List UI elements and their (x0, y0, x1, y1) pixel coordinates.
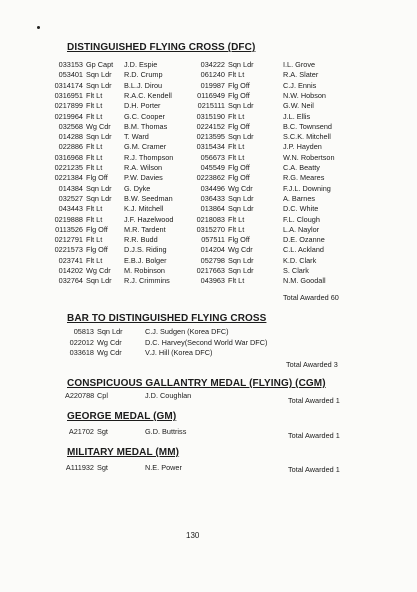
rank: Flt Lt (86, 101, 103, 111)
service-number: A111932 (65, 463, 94, 472)
dfc-entry (52, 102, 122, 109)
dfc-name: N.M. Goodall (283, 276, 326, 286)
rank: Sqn Ldr (228, 193, 254, 203)
service-number: 0217663 (196, 266, 225, 275)
dfc-entry (52, 246, 122, 253)
rank: Flt Lt (228, 70, 245, 80)
service-number: 0213595 (196, 132, 225, 142)
dfc-entry (195, 195, 264, 202)
dfc-entry (52, 113, 122, 120)
service-number: 032568 (58, 121, 83, 131)
service-number: 053401 (58, 70, 83, 80)
bar-dfc-entry (65, 339, 133, 346)
rank: Flg Off (228, 121, 250, 131)
service-number: 0315434 (196, 142, 225, 152)
rank: Sqn Ldr (228, 132, 254, 142)
dfc-name: R.D. Crump (124, 70, 163, 80)
service-number: 034496 (200, 183, 225, 193)
dfc-entry (195, 216, 264, 223)
rank: Wg Cdr (228, 183, 253, 193)
service-number: 022886 (58, 142, 83, 152)
dfc-entry (52, 195, 122, 202)
dfc-heading: DISTINGUISHED FLYING CROSS (DFC) (67, 42, 256, 53)
dfc-entry (52, 174, 122, 181)
dfc-name: R.R. Budd (124, 235, 158, 245)
service-number: 034222 (200, 60, 225, 69)
rank: Sqn Ldr (228, 60, 254, 69)
dfc-entry (195, 71, 264, 78)
dfc-name: T. Ward (124, 132, 149, 142)
rank: Flt Lt (228, 214, 245, 224)
rank: Flt Lt (86, 214, 103, 224)
rank: Flt Lt (228, 152, 245, 162)
dfc-name: B.C. Townsend (283, 121, 332, 131)
dfc-entry (52, 205, 122, 212)
service-number: 0113526 (55, 224, 83, 234)
service-number: 0218083 (196, 214, 225, 224)
bar-dfc-heading: BAR TO DISTINGUISHED FLYING CROSS (67, 313, 267, 324)
service-number: 013864 (200, 204, 225, 214)
dfc-entry (195, 267, 264, 274)
dfc-entry (52, 123, 122, 130)
dfc-name: G.M. Cramer (124, 142, 167, 152)
bar-dfc-name: V.J. Hill (Korea DFC) (145, 348, 213, 357)
service-number: 0314174 (54, 80, 83, 90)
rank: Sqn Ldr (86, 80, 112, 90)
dfc-name: C.J. Ennis (283, 80, 317, 90)
rank: Flt Lt (86, 152, 103, 162)
mm-heading: MILITARY MEDAL (MM) (67, 447, 180, 458)
rank: Flt Lt (228, 224, 245, 234)
dfc-entry (195, 92, 264, 99)
dfc-entry (52, 164, 122, 171)
service-number: 0223862 (196, 173, 225, 183)
dfc-name: R.G. Meares (283, 173, 325, 183)
dfc-entry (52, 226, 122, 233)
dfc-entry (195, 102, 264, 109)
rank: Flg Off (228, 235, 250, 245)
dfc-name: R.A.C. Kendell (124, 90, 172, 100)
rank: Wg Cdr (97, 337, 122, 347)
service-number: 014204 (200, 245, 225, 255)
rank: Sqn Ldr (228, 204, 254, 214)
rank: Gp Capt (86, 60, 114, 69)
dfc-name: G.W. Neil (283, 101, 314, 111)
dfc-name: G. Dyke (124, 183, 151, 193)
dfc-name: L.A. Naylor (283, 224, 320, 234)
service-number: 052798 (200, 255, 225, 265)
dfc-entry (195, 174, 264, 181)
dfc-name: N.W. Hobson (283, 90, 326, 100)
rank: Flt Lt (86, 204, 103, 214)
service-number: A220788 (65, 391, 95, 400)
service-number: 0221573 (54, 245, 83, 255)
bar-dfc-name: D.C. Harvey(Second World War DFC) (145, 337, 268, 347)
rank: Flt Lt (86, 111, 103, 121)
dfc-name: R.A. Slater (283, 70, 319, 80)
service-number: 036433 (200, 193, 225, 203)
dfc-name: B.W. Seedman (124, 193, 173, 203)
rank: Flg Off (228, 80, 250, 90)
dfc-entry (195, 205, 264, 212)
rank: Flg Off (228, 90, 250, 100)
service-number: 033153 (58, 60, 83, 69)
dfc-name: K.D. Clark (283, 255, 317, 265)
dfc-name: P.W. Davies (124, 173, 163, 183)
rank: Sqn Ldr (228, 255, 254, 265)
mm-total: Total Awarded 1 (288, 465, 340, 474)
dfc-entry (52, 154, 122, 161)
dfc-name: I.L. Grove (283, 60, 316, 69)
service-number: 0315190 (196, 111, 225, 121)
rank: Flt Lt (86, 90, 103, 100)
rank: Wg Cdr (86, 121, 111, 131)
cgm-entry (65, 392, 133, 399)
dfc-name: W.N. Robertson (283, 152, 335, 162)
rank: Flg Off (86, 245, 108, 255)
service-number: 056673 (200, 152, 225, 162)
rank: Sqn Ldr (86, 70, 112, 80)
rank: Flt Lt (86, 163, 103, 172)
rank: Flt Lt (228, 276, 245, 286)
dfc-entry (195, 82, 264, 89)
dfc-entry (52, 143, 122, 150)
rank: Wg Cdr (228, 245, 253, 255)
rank: Cpl (97, 391, 108, 400)
dfc-name: M. Robinson (124, 266, 165, 275)
dfc-entry (195, 226, 264, 233)
dfc-name: R.A. Wilson (124, 163, 163, 172)
service-number: 045549 (200, 163, 225, 172)
service-number: 014288 (58, 132, 83, 142)
dfc-name: R.J. Thompson (124, 152, 174, 162)
rank: Flt Lt (86, 142, 103, 152)
dfc-entry (195, 164, 264, 171)
dfc-entry (52, 61, 122, 68)
rank: Sgt (97, 463, 108, 472)
dfc-name: G.C. Cooper (124, 111, 165, 121)
service-number: 0219888 (54, 214, 83, 224)
service-number: 0116949 (197, 90, 225, 100)
dfc-name: S. Clark (283, 266, 309, 275)
bar-dfc-entry (65, 349, 133, 356)
dfc-name: M.R. Tardent (124, 224, 166, 234)
rank: Sqn Ldr (228, 266, 254, 275)
service-number: 05813 (73, 327, 94, 336)
service-number: 0215111 (197, 101, 225, 111)
rank: Sgt (97, 427, 108, 436)
gm-heading: GEORGE MEDAL (GM) (67, 411, 177, 422)
dfc-entry (195, 133, 264, 140)
service-number: 057511 (201, 235, 225, 245)
gm-entry (65, 428, 133, 435)
dfc-entry (195, 154, 264, 161)
dfc-entry (195, 123, 264, 130)
dfc-entry (195, 277, 264, 284)
cgm-name: J.D. Coughlan (145, 391, 192, 400)
rank: Flg Off (86, 224, 108, 234)
cgm-total: Total Awarded 1 (288, 396, 340, 405)
bar-dfc-total: Total Awarded 3 (286, 360, 338, 369)
rank: Sqn Ldr (86, 193, 112, 203)
service-number: 0316968 (54, 152, 83, 162)
dfc-name: B.M. Thomas (124, 121, 168, 131)
page-number: 130 (186, 531, 200, 540)
dfc-entry (195, 257, 264, 264)
rank: Flg Off (228, 173, 250, 183)
service-number: 0316951 (54, 90, 83, 100)
dfc-entry (52, 92, 122, 99)
service-number: 0221384 (54, 173, 83, 183)
dfc-entry (52, 216, 122, 223)
bar-dfc-name: C.J. Sudgen (Korea DFC) (145, 327, 229, 336)
dfc-entry (52, 236, 122, 243)
dfc-name: J.D. Espie (124, 60, 158, 69)
service-number: 033618 (69, 348, 94, 357)
rank: Sqn Ldr (86, 276, 112, 286)
mm-name: N.E. Power (145, 463, 182, 472)
dfc-name: J.F. Hazelwood (124, 214, 174, 224)
dfc-name: D.E. Ozanne (283, 235, 325, 245)
dfc-name: A. Barnes (283, 193, 316, 203)
service-number: 0219964 (54, 111, 83, 121)
gm-name: G.D. Buttriss (145, 427, 187, 436)
bar-dfc-entry (65, 328, 133, 335)
dfc-name: B.L.J. Dirou (124, 80, 163, 90)
cgm-heading: CONSPICUOUS GALLANTRY MEDAL (FLYING) (CGM) (67, 378, 326, 389)
rank: Flt Lt (86, 255, 103, 265)
rank: Wg Cdr (97, 348, 122, 357)
dfc-name: F.J.L. Downing (283, 183, 331, 193)
rank: Sqn Ldr (86, 132, 112, 142)
dfc-name: E.B.J. Bolger (124, 255, 167, 265)
gm-total: Total Awarded 1 (288, 431, 340, 440)
bullet-mark (37, 26, 40, 29)
rank: Flg Off (228, 163, 250, 172)
dfc-entry (52, 185, 122, 192)
dfc-name: D.J.S. Riding (124, 245, 167, 255)
service-number: 014384 (58, 183, 83, 193)
service-number: 0212791 (54, 235, 83, 245)
dfc-entry (52, 71, 122, 78)
dfc-name: J.L. Ellis (283, 111, 311, 121)
dfc-entry (195, 185, 264, 192)
dfc-entry (195, 113, 264, 120)
dfc-name: F.L. Clough (283, 214, 320, 224)
service-number: A21702 (68, 427, 94, 436)
dfc-name: S.C.K. Mitchell (283, 132, 331, 142)
dfc-name: D.H. Porter (124, 101, 161, 111)
rank: Sqn Ldr (86, 183, 112, 193)
mm-entry (65, 464, 133, 471)
dfc-entry (52, 133, 122, 140)
dfc-entry (52, 82, 122, 89)
dfc-name: D.C. White (283, 204, 319, 214)
service-number: 0217899 (54, 101, 83, 111)
dfc-total: Total Awarded 60 (283, 293, 339, 302)
dfc-entry (52, 267, 122, 274)
dfc-entry (195, 236, 264, 243)
dfc-entry (52, 257, 122, 264)
service-number: 019987 (200, 80, 225, 90)
rank: Sqn Ldr (228, 101, 254, 111)
rank: Flg Off (86, 173, 108, 183)
dfc-name: C.A. Beatty (283, 163, 320, 172)
service-number: 0224152 (196, 121, 225, 131)
service-number: 043443 (58, 204, 83, 214)
service-number: 0315270 (196, 224, 225, 234)
rank: Flt Lt (228, 142, 245, 152)
service-number: 022012 (69, 337, 94, 347)
dfc-entry (195, 246, 264, 253)
dfc-name: J.P. Hayden (283, 142, 322, 152)
service-number: 0221235 (54, 163, 83, 172)
dfc-name: R.J. Crimmins (124, 276, 170, 286)
dfc-entry (52, 277, 122, 284)
service-number: 061240 (200, 70, 225, 80)
service-number: 023741 (58, 255, 83, 265)
dfc-entry (195, 143, 264, 150)
dfc-entry (195, 61, 264, 68)
dfc-name: K.J. Mitchell (124, 204, 164, 214)
rank: Wg Cdr (86, 266, 111, 275)
dfc-name: C.L. Ackland (283, 245, 324, 255)
rank: Flt Lt (228, 111, 245, 121)
service-number: 014202 (58, 266, 83, 275)
service-number: 032527 (58, 193, 83, 203)
rank: Flt Lt (86, 235, 103, 245)
rank: Sqn Ldr (97, 327, 123, 336)
service-number: 032764 (58, 276, 83, 286)
service-number: 043963 (200, 276, 225, 286)
